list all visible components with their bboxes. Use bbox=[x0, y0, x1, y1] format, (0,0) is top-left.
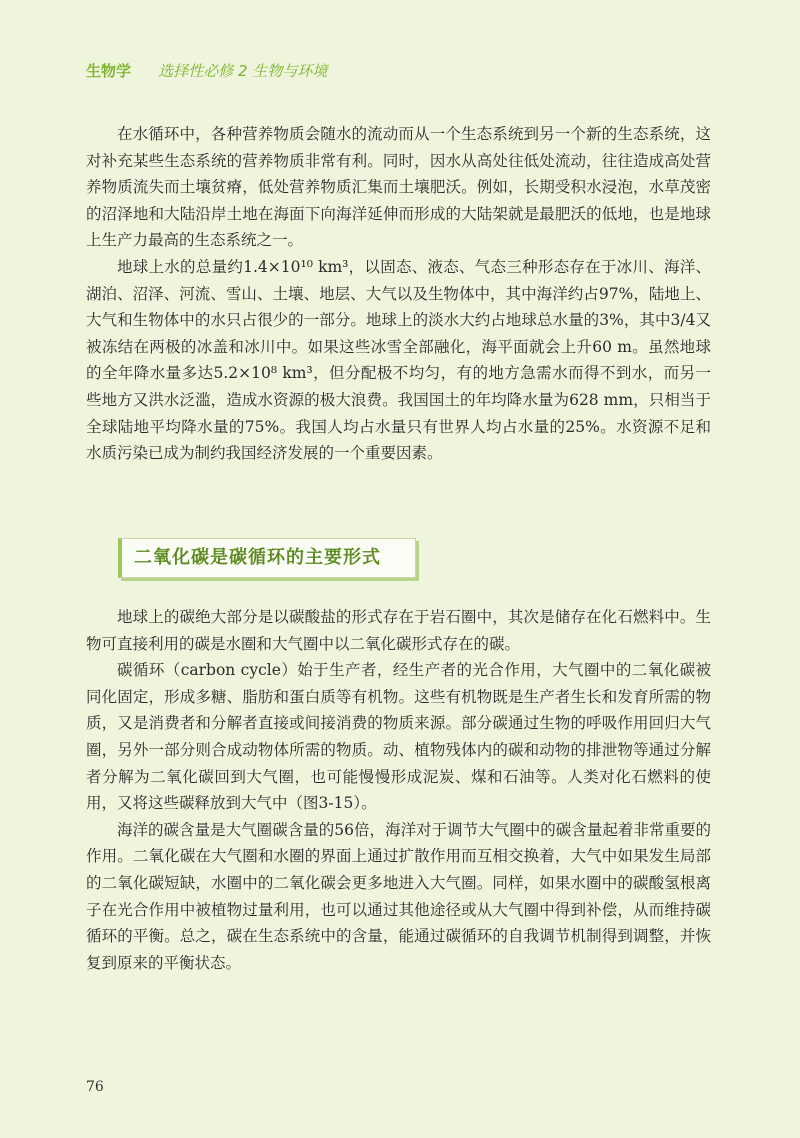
paragraph: 地球上水的总量约1.4×10¹⁰ km³，以固态、液态、气态三种形态存在于冰川、海洋、湖泊、沼泽、河流、雪山、土壤、地层、大气以及生物体中，其中海洋约占97%，陆地上、大气和生物体中的水只占很少的一部分。地球上的淡水大约占地球总水量的3%，其中3/4又被冻结在两极的冰盖和冰川中。如果这些冰雪全部融化，海平面就会上升60 m。虽然地球的全年降水量多达5.2×10⁸ km³，但分配极不均匀，有的地方急需水而得不到水，而另一些地方又洪水泛滥，造成水资源的极大浪费。我国国土的年均降水量为628 mm，只相当于全球陆地平均降水量的75%。我国人均占水量只有世界人均占水量的25%。水资源不足和水质污染已成为制约我国经济发展的一个重要因素。 bbox=[86, 257, 711, 463]
paragraph: 碳循环（carbon cycle）始于生产者，经生产者的光合作用，大气圈中的二氧化碳被同化固定，形成多糖、脂肪和蛋白质等有机物。这些有机物既是生产者生长和发育所需的物质，又是消费者和分解者直接或间接消费的物质来源。部分碳通过生物的呼吸作用回归大气圈，另外一部分则合成动物体所需的物质。动、植物残体内的碳和动物的排泄物等通过分解者分解为二氧化碳回到大气圈，也可能慢慢形成泥炭、煤和石油等。人类对化石燃料的使用，又将这些碳释放到大气中（图3-15）。 bbox=[86, 661, 711, 813]
paragraph: 地球上的碳绝大部分是以碳酸盐的形式存在于岩石圈中，其次是储存在化石燃料中。生物可直接利用的碳是水圈和大气圈中以二氧化碳形式存在的碳。 bbox=[86, 608, 711, 653]
running-header bbox=[86, 60, 327, 81]
paragraph: 在水循环中，各种营养物质会随水的流动而从一个生态系统到另一个新的生态系统，这对补充某些生态系统的营养物质非常有利。同时，因水从高处往低处流动，往往造成高处营养物质流失而土壤贫瘠，低处营养物质汇集而土壤肥沃。例如，长期受积水浸泡，水草茂密的沼泽地和大陆沿岸土地在海面下向海洋延伸而形成的大陆架就是最肥沃的低地，也是地球上生产力最高的生态系统之一。 bbox=[86, 125, 711, 250]
body-text-top bbox=[86, 121, 711, 467]
header-book-title: 选择性必修 2 生物与环境 bbox=[158, 62, 328, 80]
section-heading: 二氧化碳是碳循环的主要形式 bbox=[118, 538, 416, 578]
header-subject: 生物学 bbox=[86, 62, 132, 80]
page-number: 76 bbox=[86, 1079, 104, 1095]
paragraph: 海洋的碳含量是大气圈碳含量的56倍，海洋对于调节大气圈中的碳含量起着非常重要的作用。二氧化碳在大气圈和水圈的界面上通过扩散作用而互相交换着，大气中如果发生局部的二氧化碳短缺，水圈中的二氧化碳会更多地进入大气圈。同样，如果水圈中的碳酸氢根离子在光合作用中被植物过量利用，也可以通过其他途径或从大气圈中得到补偿，从而维持碳循环的平衡。总之，碳在生态系统中的含量，能通过碳循环的自我调节机制得到调整，并恢复到原来的平衡状态。 bbox=[86, 820, 711, 972]
body-text-bottom bbox=[86, 604, 711, 976]
